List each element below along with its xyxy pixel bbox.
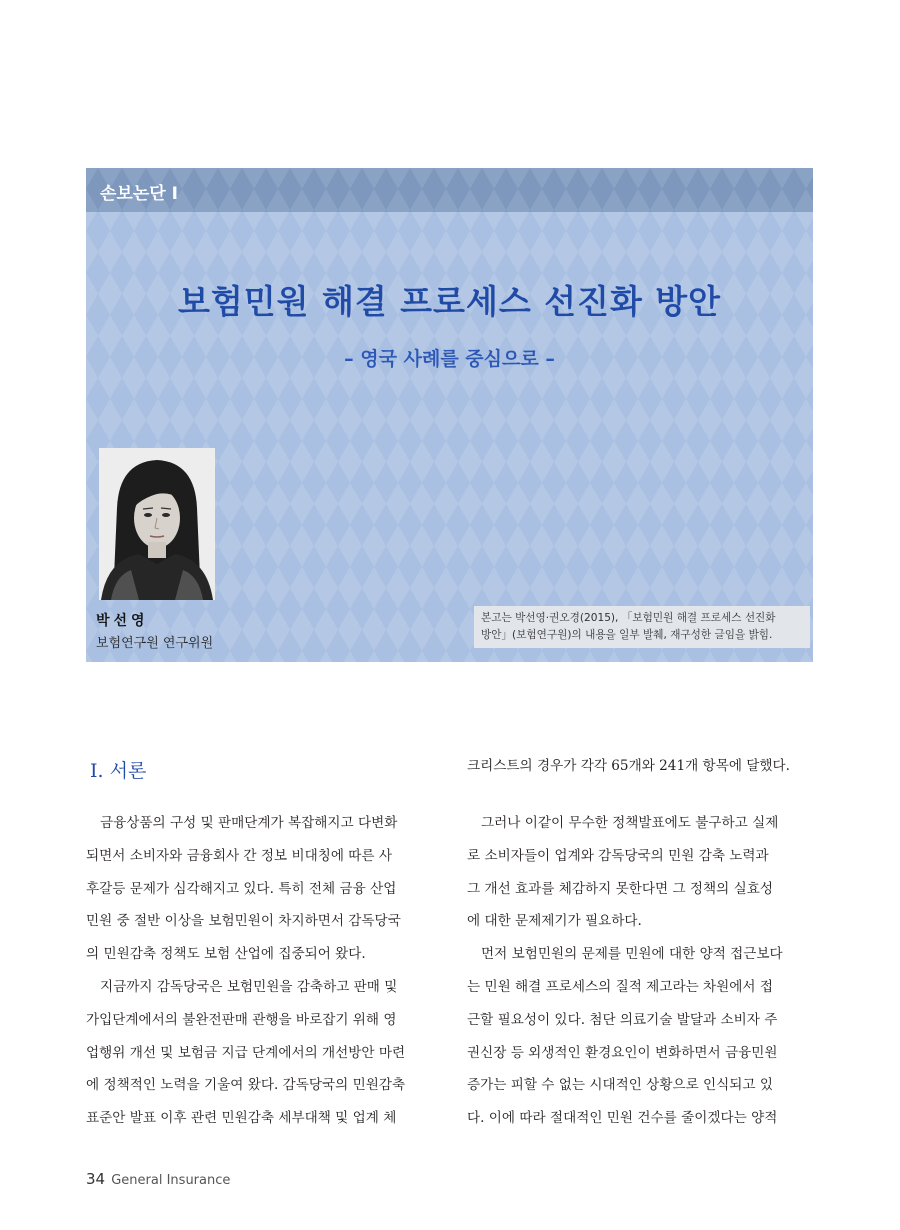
paragraph-line: 그러나 이같이 무수한 정책발표에도 불구하고 실제 [481, 815, 779, 831]
paragraph-line: 업행위 개선 및 보험금 지급 단계에서의 개선방안 마련 [86, 1044, 406, 1061]
paragraph-line: 가입단계에서의 불완전판매 관행을 바로잡기 위해 영 [86, 1011, 397, 1028]
article-title: 보험민원 해결 프로세스 선진화 방안 [177, 282, 722, 321]
paragraph-line: 지금까지 감독당국은 보험민원을 감축하고 판매 및 [100, 978, 398, 995]
page-number: 34 [86, 1170, 106, 1188]
page-footer [86, 1170, 230, 1188]
body-column-right-continuation [467, 750, 812, 783]
paragraph-line: 근할 필요성이 있다. 첨단 의료기술 발달과 소비자 주 [467, 1011, 778, 1028]
paragraph-line: 증가는 피할 수 없는 시대적인 상황으로 인식되고 있 [467, 1077, 774, 1094]
source-note-line: 본고는 박선영·권오경(2015), 「보험민원 해결 프로세스 선진화 [481, 612, 776, 624]
paragraph-line: 에 대한 문제제기가 필요하다. [467, 913, 642, 930]
paragraph-line: 는 민원 해결 프로세스의 질적 제고라는 차원에서 접 [467, 978, 774, 995]
banner-header-strip [86, 168, 813, 212]
paragraph-line: 먼저 보험민원의 문제를 민원에 대한 양적 접근보다 [481, 946, 783, 963]
source-note [474, 606, 810, 648]
paragraph-line: 그 개선 효과를 체감하지 못한다면 그 정책의 실효성 [467, 880, 774, 897]
paragraph-line: 에 정책적인 노력을 기울여 왔다. 감독당국의 민원감축 [86, 1077, 406, 1094]
paragraph-line: 권신장 등 외생적인 환경요인이 변화하면서 금융민원 [467, 1044, 778, 1061]
paragraph-line: 민원 중 절반 이상을 보험민원이 차지하면서 감독당국 [86, 913, 401, 930]
paragraph-line: 로 소비자들이 업계와 감독당국의 민원 감축 노력과 [467, 847, 769, 864]
paragraph-line: 크리스트의 경우가 각각 65개와 241개 항목에 달했다. [467, 758, 790, 774]
source-note-line: 방안」(보험연구원)의 내용을 일부 발췌, 재구성한 글임을 밝힘. [481, 629, 773, 641]
publication-name: General Insurance [111, 1173, 231, 1188]
article-subtitle: – 영국 사례를 중심으로 – [344, 348, 555, 370]
paragraph-line: 되면서 소비자와 금융회사 간 정보 비대칭에 따른 사 [86, 847, 393, 864]
section-heading: Ⅰ. 서론 [90, 760, 147, 782]
paragraph-line: 후갈등 문제가 심각해지고 있다. 특히 전체 금융 산업 [86, 880, 397, 897]
paragraph-line: 금융상품의 구성 및 판매단계가 복잡해지고 다변화 [100, 815, 398, 831]
paragraph-line: 의 민원감축 정책도 보험 산업에 집중되어 왔다. [86, 946, 366, 963]
body-column-left [86, 807, 436, 1135]
author-affiliation: 보험연구원 연구위원 [96, 636, 214, 651]
paragraph-line: 다. 이에 따라 절대적인 민원 건수를 줄이겠다는 양적 [467, 1110, 778, 1127]
body-column-right [467, 807, 812, 1135]
paragraph-line: 표준안 발표 이후 관련 민원감축 세부대책 및 업계 체 [86, 1110, 397, 1127]
author-photo [99, 448, 215, 600]
section-label: 손보논단 Ⅰ [100, 184, 178, 204]
author-name: 박선영 [96, 613, 149, 629]
